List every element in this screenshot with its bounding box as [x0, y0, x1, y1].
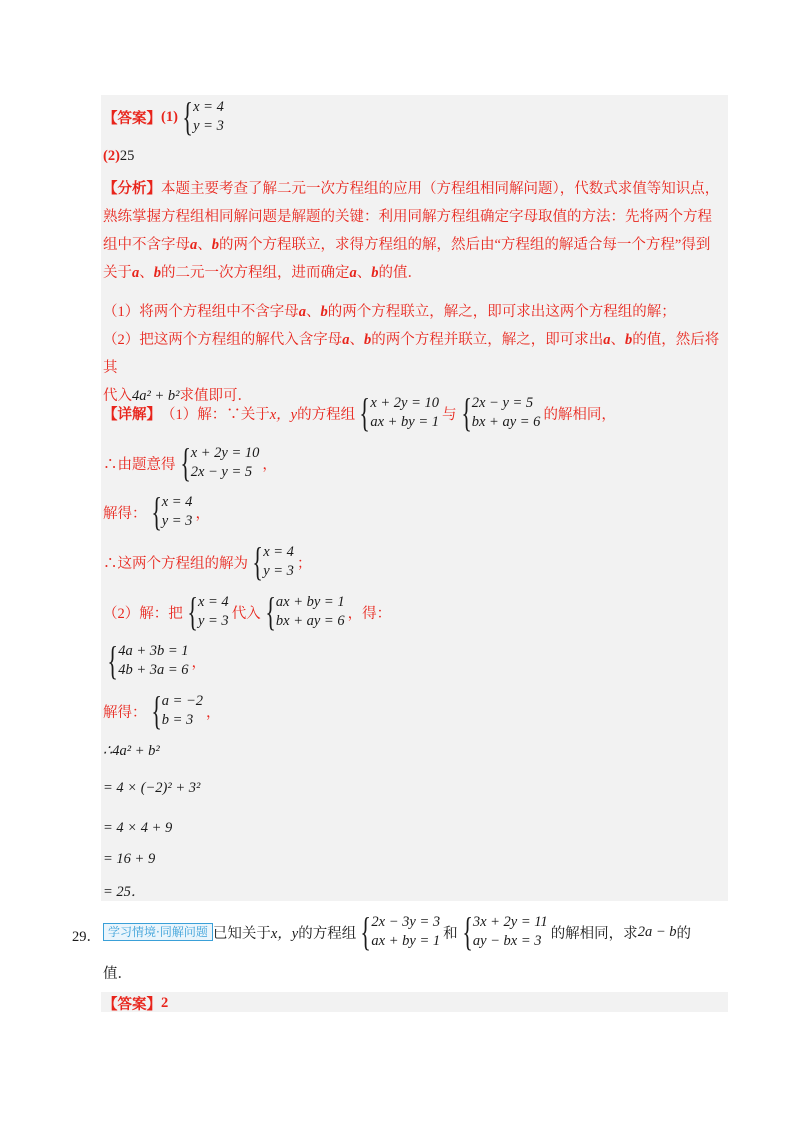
calc-line3: = 4 × 4 + 9	[103, 820, 173, 836]
system-f: { x = 4 y = 3	[187, 589, 229, 634]
q29-answer: 【答案】 2	[103, 995, 169, 1013]
part2-value: 25	[119, 148, 135, 164]
analysis-step2: （2）把这两个方程组的解代入含字母a、b的两个方程并联立，解之，即可求出a、b的值，然后将其 代入4a² + b²求值即可．	[103, 332, 720, 404]
system-a: { x + 2y = 10 ax + by = 1	[359, 390, 440, 435]
context-tag: 学习情境·同解问题	[103, 923, 213, 941]
analysis-step1: （1）将两个方程组中不含字母a、b的两个方程联立，解之，即可求出这两个方程组的解；	[103, 304, 676, 320]
system-b: { 2x − y = 5 bx + ay = 6	[460, 390, 541, 435]
q29-system-b: { 3x + 2y = 11 ay − bx = 3	[461, 909, 548, 954]
detail-line3: 解得： { x = 4 y = 3 ，	[103, 489, 210, 534]
answer-panel	[101, 992, 728, 1012]
answer-system: { x = 4 y = 3	[182, 94, 224, 139]
system-e: { x = 4 y = 3	[252, 539, 294, 584]
detail-line6: { 4a + 3b = 1 4b + 3a = 6 ，	[107, 638, 207, 683]
q29-system-a: { 2x − 3y = 3 ax + by = 1	[360, 909, 441, 954]
system-h: { 4a + 3b = 1 4b + 3a = 6	[107, 638, 189, 683]
question-number: 29．	[72, 929, 101, 945]
system-c: { x + 2y = 10 2x − y = 5	[179, 440, 260, 485]
answer-label: 【答案】	[103, 110, 161, 127]
part2-label: (2)	[103, 148, 120, 164]
detail-line4: ∴这两个方程组的解为 { x = 4 y = 3 ；	[103, 539, 312, 584]
detail-line5: （2）解：把 { x = 4 y = 3 代入 { ax + by = 1 bx + ay = 6 ，得：	[103, 589, 392, 634]
system-g: { ax + by = 1 bx + ay = 6	[265, 589, 345, 634]
part1-label: (1)	[161, 108, 178, 125]
system-d: { x = 4 y = 3	[150, 489, 193, 534]
calc-line1: ∴4a² + b²	[103, 743, 160, 759]
system-i: { a = −2 b = 3	[150, 688, 204, 733]
detail-line1: 【详解】 （1）解：∵关于 x，y 的方程组 { x + 2y = 10 ax + by = 1 与 { 2x − y = 5 bx + ay = 6 的解相同，	[103, 390, 616, 435]
calc-line4: = 16 + 9	[103, 851, 156, 867]
answer-line	[103, 94, 227, 139]
question-29-line2: 值．	[103, 966, 132, 982]
calc-line5: = 25．	[103, 884, 146, 900]
part2-line	[103, 148, 134, 165]
calc-line2: = 4 × (−2)² + 3²	[103, 780, 201, 796]
detail-line7: 解得： { a = −2 b = 3 ，	[103, 688, 221, 733]
analysis-paragraph: 【分析】本题主要考查了解二元一次方程组的应用（方程组相同解问题），代数式求值等知识点，熟练掌握方程组相同解问题是解题的关键：利用同解方程组确定字母取值的方法：先将两个方程组中不含字母a、b的两个方程联立，求得方程组的解，然后由“方程组的解适合每一个方程”得到关于a、b的二元一次方程组，进而确定a、b的值．	[103, 181, 720, 281]
detail-line2: ∴由题意得 { x + 2y = 10 2x − y = 5 ，	[103, 440, 277, 485]
question-29-line: 学习情境·同解问题 已知关于 x，y 的方程组 { 2x − 3y = 3 ax + by = 1 和 { 3x + 2y = 11 ay − bx = 3 的解相同，求 2a − b 的	[103, 912, 691, 952]
